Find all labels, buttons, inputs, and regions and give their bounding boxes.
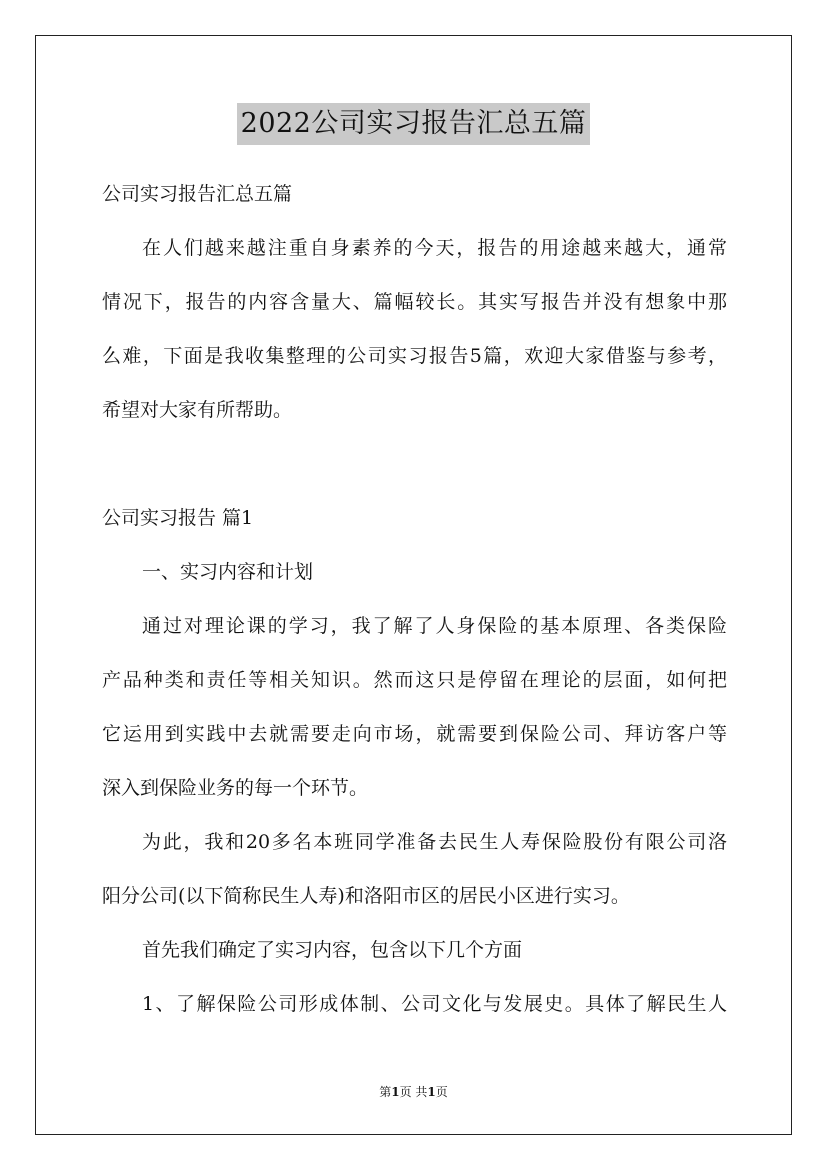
subsection-heading: 一、实习内容和计划	[142, 561, 314, 583]
paragraph-line: 产品种类和责任等相关知识。然而这只是停留在理论的层面，如何把	[102, 669, 727, 691]
paragraph-line: 它运用到实践中去就需要走向市场，就需要到保险公司、拜访客户等	[102, 723, 727, 745]
paragraph-line: 通过对理论课的学习，我了解了人身保险的基本原理、各类保险	[142, 615, 727, 637]
page-prefix: 第	[379, 1085, 392, 1099]
page-total: 1	[427, 1085, 436, 1099]
paragraph-line: 希望对大家有所帮助。	[102, 399, 293, 421]
paragraph-line: 阳分公司(以下简称民生人寿)和洛阳市区的居民小区进行实习。	[102, 885, 630, 907]
paragraph-line: 1、了解保险公司形成体制、公司文化与发展史。具体了解民生人	[142, 993, 727, 1015]
page-footer	[0, 1084, 827, 1100]
paragraph-line: 在人们越来越注重自身素养的今天，报告的用途越来越大，通常	[142, 237, 727, 259]
page-suffix: 页	[435, 1085, 448, 1099]
paragraph-line: 深入到保险业务的每一个环节。	[102, 777, 369, 799]
document-title: 2022公司实习报告汇总五篇	[237, 103, 591, 145]
paragraph-line: 为此，我和20多名本班同学准备去民生人寿保险股份有限公司洛	[142, 831, 727, 853]
page-mid: 页 共	[399, 1085, 428, 1099]
paragraph-line: 首先我们确定了实习内容，包含以下几个方面	[142, 939, 523, 961]
section-heading: 公司实习报告 篇1	[102, 507, 254, 529]
paragraph-line: 情况下，报告的内容含量大、篇幅较长。其实写报告并没有想象中那	[102, 291, 727, 313]
page-number: 1	[391, 1085, 400, 1099]
section-heading: 公司实习报告汇总五篇	[102, 183, 293, 205]
paragraph-line: 么难，下面是我收集整理的公司实习报告5篇，欢迎大家借鉴与参考，	[102, 345, 727, 367]
title-container	[0, 103, 827, 145]
